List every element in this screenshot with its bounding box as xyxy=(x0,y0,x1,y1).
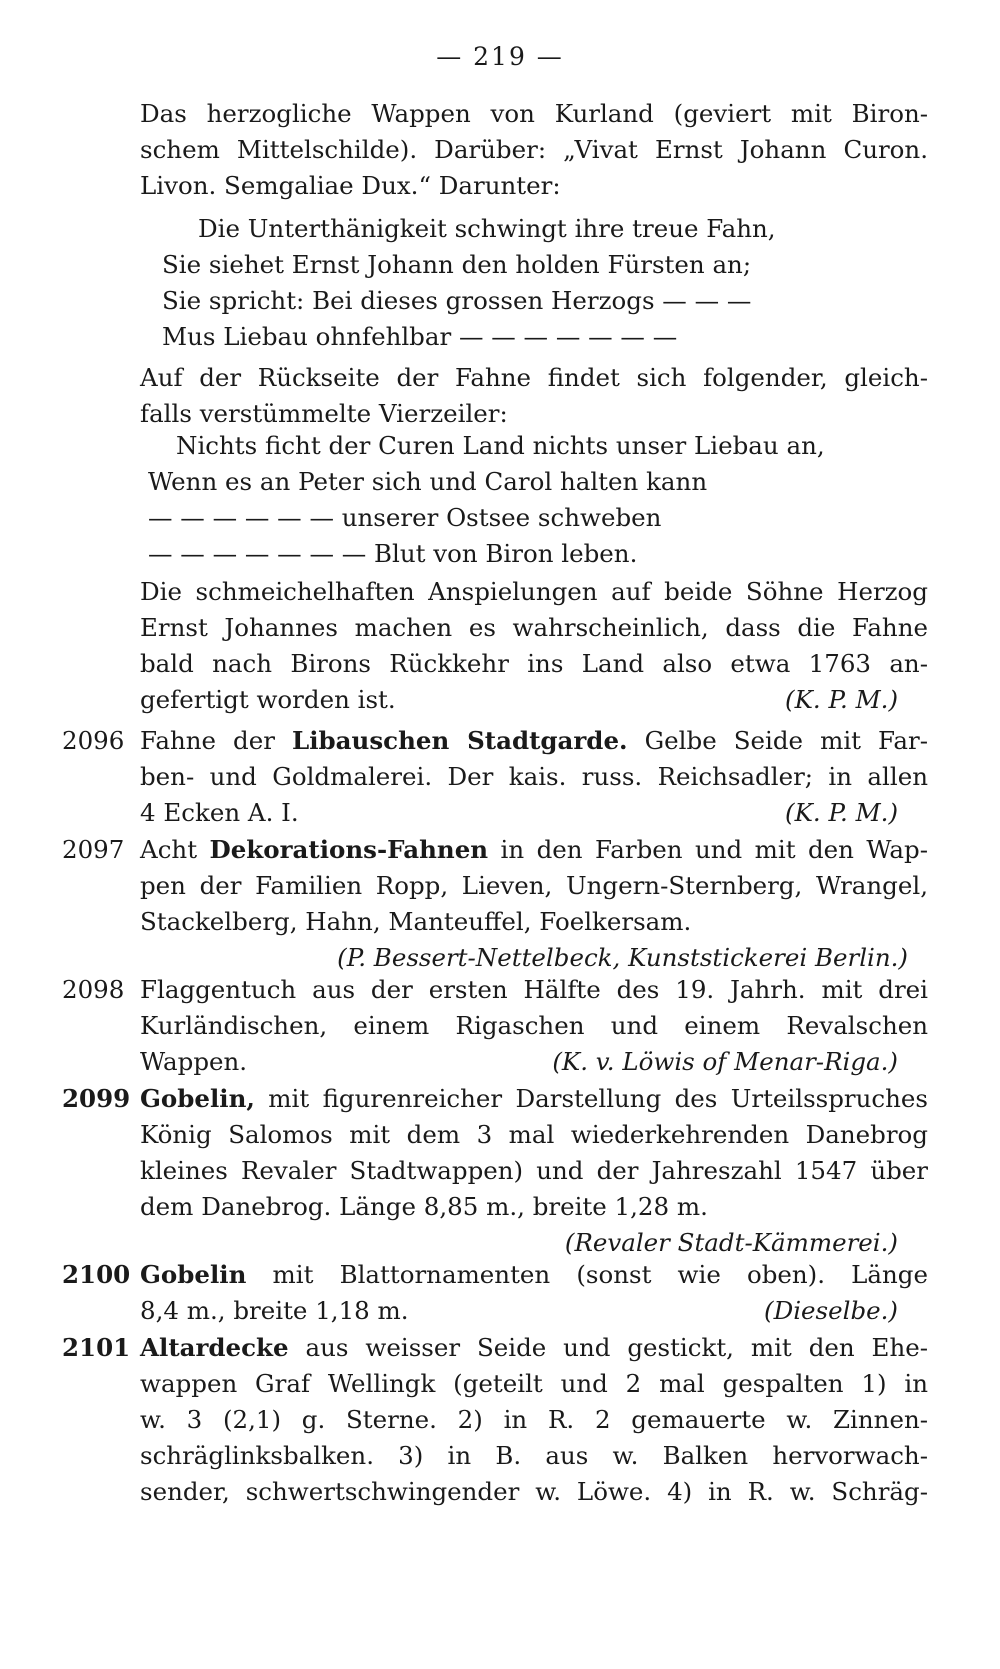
entry-title: Gobelin xyxy=(140,1260,247,1289)
verse-line: Die Unterthänigkeit schwingt ihre treue Fahn, xyxy=(198,214,776,243)
text-line: kleines Revaler Stadtwappen) und der Jahreszahl 1547 über xyxy=(140,1156,928,1185)
text-line: wappen Graf Wellingk (geteilt und 2 mal gespalten 1) in xyxy=(140,1369,928,1398)
text-line: schem Mittelschilde). Darüber: „Vivat Ernst Johann Curon. xyxy=(140,135,928,164)
text-segment: Fahne der xyxy=(140,726,292,755)
text-segment: in den Farben und mit den Wap- xyxy=(488,835,928,864)
source-citation: (Revaler Stadt-Kämmerei.) xyxy=(564,1228,898,1257)
text-line: Flaggentuch aus der ersten Hälfte des 19. Jahrh. mit drei xyxy=(140,975,928,1004)
text-line: gefertigt worden ist. xyxy=(140,685,396,714)
entry-number: 2100 xyxy=(62,1260,131,1289)
entry-2098 xyxy=(140,972,928,1080)
text-segment: Acht xyxy=(140,835,210,864)
text-line: Wappen. xyxy=(140,1047,248,1076)
page-number: — 219 — xyxy=(436,42,564,71)
text-line xyxy=(140,723,928,759)
verse-line: Mus Liebau ohnfehlbar — — — — — — — xyxy=(162,322,678,351)
text-line: dem Danebrog. Länge 8,85 m., breite 1,28 m. xyxy=(140,1192,708,1221)
back-side-paragraph xyxy=(140,360,928,432)
entry-number: 2096 xyxy=(62,726,125,755)
text-line xyxy=(140,1081,928,1117)
verse-line: Sie siehet Ernst Johann den holden Fürsten an; xyxy=(162,250,752,279)
text-line: König Salomos mit dem 3 mal wiederkehrenden Danebrog xyxy=(140,1120,928,1149)
text-line xyxy=(140,1257,928,1293)
text-line: 8,4 m., breite 1,18 m. xyxy=(140,1296,409,1325)
source-citation: (K. P. M.) xyxy=(785,685,898,714)
entry-2097 xyxy=(140,832,928,976)
text-line: falls verstümmelte Vierzeiler: xyxy=(140,399,508,428)
text-segment: aus weisser Seide und gestickt, mit den Ehe- xyxy=(288,1333,928,1362)
text-line: Livon. Semgaliae Dux.“ Darunter: xyxy=(140,171,561,200)
verse-block-back xyxy=(140,428,928,572)
text-line: Stackelberg, Hahn, Manteuffel, Foelkersam. xyxy=(140,907,692,936)
source-citation: (P. Bessert-Nettelbeck, Kunststickerei Berlin.) xyxy=(337,943,908,972)
entry-2100 xyxy=(140,1257,928,1329)
source-citation: (K. v. Löwis of Menar-Riga.) xyxy=(552,1047,898,1076)
text-segment: mit Blattornamenten (sonst wie oben). Länge xyxy=(246,1260,928,1289)
verse-line: — — — — — — — Blut von Biron leben. xyxy=(148,539,638,568)
text-line: w. 3 (2,1) g. Sterne. 2) in R. 2 gemauerte w. Zinnen- xyxy=(140,1405,928,1434)
entry-title: Altardecke xyxy=(140,1333,289,1362)
text-line: Kurländischen, einem Rigaschen und einem Revalschen xyxy=(140,1011,928,1040)
text-line: ben- und Goldmalerei. Der kais. russ. Reichsadler; in allen xyxy=(140,762,928,791)
text-line: schräglinksbalken. 3) in B. aus w. Balken hervorwach- xyxy=(140,1441,928,1470)
text-line: sender, schwertschwingender w. Löwe. 4) in R. w. Schräg- xyxy=(140,1477,928,1506)
source-citation: (Dieselbe.) xyxy=(764,1296,898,1325)
entry-number: 2101 xyxy=(62,1333,131,1362)
text-line: Die schmeichelhaften Anspielungen auf beide Söhne Herzog xyxy=(140,577,928,606)
entry-2101 xyxy=(140,1330,928,1510)
text-segment: Gelbe Seide mit Far- xyxy=(627,726,928,755)
text-line: 4 Ecken A. I. xyxy=(140,798,299,827)
text-line xyxy=(140,1330,928,1366)
text-segment: mit figurenreicher Darstellung des Urteilsspruches xyxy=(254,1084,928,1113)
entry-title: Gobelin, xyxy=(140,1084,255,1113)
text-line: pen der Familien Ropp, Lieven, Ungern-Sternberg, Wrangel, xyxy=(140,871,928,900)
verse-line: Wenn es an Peter sich und Carol halten kann xyxy=(148,467,708,496)
entry-title: Libauschen Stadtgarde. xyxy=(292,726,628,755)
text-line: Das herzogliche Wappen von Kurland (geviert mit Biron- xyxy=(140,99,928,128)
entry-title: Dekorations-Fahnen xyxy=(209,835,489,864)
text-line: bald nach Birons Rückkehr ins Land also etwa 1763 an- xyxy=(140,649,928,678)
verse-line: Sie spricht: Bei dieses grossen Herzogs — — — xyxy=(162,286,752,315)
text-line: Auf der Rückseite der Fahne findet sich folgender, gleich- xyxy=(140,363,928,392)
entry-2099 xyxy=(140,1081,928,1261)
verse-line: — — — — — — unserer Ostsee schweben xyxy=(148,503,662,532)
verse-line: Nichts ficht der Curen Land nichts unser Liebau an, xyxy=(176,431,825,460)
entry-number: 2097 xyxy=(62,835,125,864)
source-citation: (K. P. M.) xyxy=(785,798,898,827)
entry-number: 2098 xyxy=(62,975,125,1004)
verse-block-front xyxy=(140,211,928,355)
intro-paragraph xyxy=(140,96,928,204)
text-line xyxy=(140,832,928,868)
text-line: Ernst Johannes machen es wahrscheinlich, dass die Fahne xyxy=(140,613,928,642)
entry-number: 2099 xyxy=(62,1084,131,1113)
entry-2096 xyxy=(140,723,928,831)
conclusion-paragraph xyxy=(140,574,928,718)
